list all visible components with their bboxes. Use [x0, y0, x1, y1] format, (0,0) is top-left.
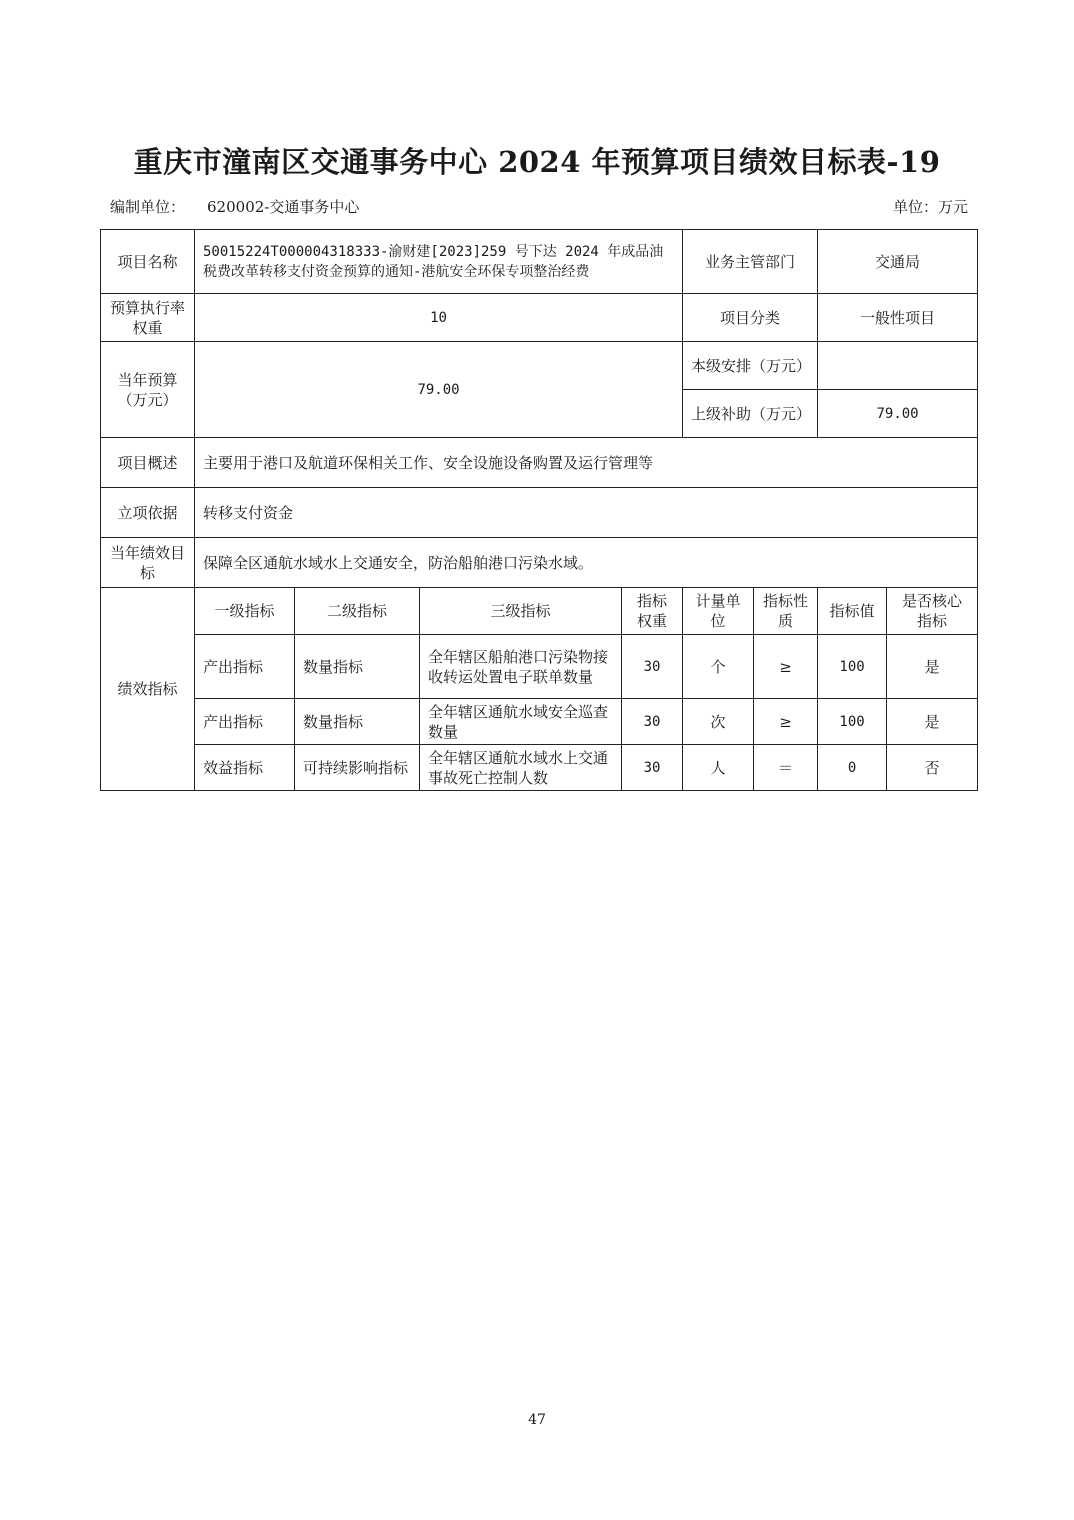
level2-cell: 可持续影响指标: [295, 745, 420, 791]
core-cell: 否: [887, 745, 978, 791]
level1-cell: 产出指标: [195, 635, 295, 699]
compiling-unit: [110, 196, 359, 217]
header-weight: 指标权重: [622, 588, 683, 635]
header-nature: 指标性质: [754, 588, 818, 635]
basis-value: 转移支付资金: [195, 488, 978, 538]
value-cell: 0: [818, 745, 887, 791]
overview-value: 主要用于港口及航道环保相关工作、安全设施设备购置及运行管理等: [195, 438, 978, 488]
dept-label: 业务主管部门: [683, 230, 818, 294]
header-level3: 三级指标: [420, 588, 622, 635]
upper-subsidy-label: 上级补助（万元）: [683, 390, 818, 438]
header-unit: 计量单位: [683, 588, 754, 635]
nature-cell: ≥: [754, 635, 818, 699]
nature-cell: ≥: [754, 699, 818, 745]
table-row: [101, 635, 978, 699]
core-cell: 是: [887, 635, 978, 699]
value-cell: 100: [818, 635, 887, 699]
overview-label: 项目概述: [101, 438, 195, 488]
unit-cell: 人: [683, 745, 754, 791]
project-name-label: 项目名称: [101, 230, 195, 294]
compiling-unit-label: 编制单位：: [110, 198, 186, 216]
nature-cell: ＝: [754, 745, 818, 791]
weight-cell: 30: [622, 635, 683, 699]
project-name-value: 50015224T000004318333-渝财建[2023]259 号下达 2024 年成品油税费改革转移支付资金预算的通知-港航安全环保专项整治经费: [195, 230, 683, 294]
core-cell: 是: [887, 699, 978, 745]
local-arrangement-label: 本级安排（万元）: [683, 342, 818, 390]
header-core: 是否核心指标: [887, 588, 978, 635]
exec-weight-value: 10: [195, 294, 683, 342]
unit-cell: 次: [683, 699, 754, 745]
unit-cell: 个: [683, 635, 754, 699]
upper-subsidy-value: 79.00: [818, 390, 978, 438]
value-cell: 100: [818, 699, 887, 745]
compiling-unit-value: 620002-交通事务中心: [207, 198, 360, 216]
indicators-label: 绩效指标: [101, 588, 195, 791]
performance-target-table: [100, 229, 978, 791]
page-title: 重庆市潼南区交通事务中心 2024 年预算项目绩效目标表-19: [133, 145, 941, 179]
level2-cell: 数量指标: [295, 635, 420, 699]
level3-cell: 全年辖区通航水域水上交通事故死亡控制人数: [420, 745, 622, 791]
exec-weight-label: 预算执行率权重: [101, 294, 195, 342]
currency-unit: 单位：万元: [892, 198, 968, 216]
basis-label: 立项依据: [101, 488, 195, 538]
level1-cell: 产出指标: [195, 699, 295, 745]
level3-cell: 全年辖区船舶港口污染物接收转运处置电子联单数量: [420, 635, 622, 699]
weight-cell: 30: [622, 699, 683, 745]
goal-value: 保障全区通航水域水上交通安全，防治船舶港口污染水域。: [195, 538, 978, 588]
header-level2: 二级指标: [295, 588, 420, 635]
goal-label: 当年绩效目标: [101, 538, 195, 588]
table-row: [101, 699, 978, 745]
level1-cell: 效益指标: [195, 745, 295, 791]
weight-cell: 30: [622, 745, 683, 791]
header-level1: 一级指标: [195, 588, 295, 635]
page-number: 47: [528, 1412, 546, 1428]
table-row: [101, 745, 978, 791]
dept-value: 交通局: [818, 230, 978, 294]
level2-cell: 数量指标: [295, 699, 420, 745]
local-arrangement-value: [818, 342, 978, 390]
budget-label: 当年预算（万元）: [101, 342, 195, 438]
header-value: 指标值: [818, 588, 887, 635]
level3-cell: 全年辖区通航水域安全巡查数量: [420, 699, 622, 745]
category-label: 项目分类: [683, 294, 818, 342]
category-value: 一般性项目: [818, 294, 978, 342]
budget-value: 79.00: [195, 342, 683, 438]
